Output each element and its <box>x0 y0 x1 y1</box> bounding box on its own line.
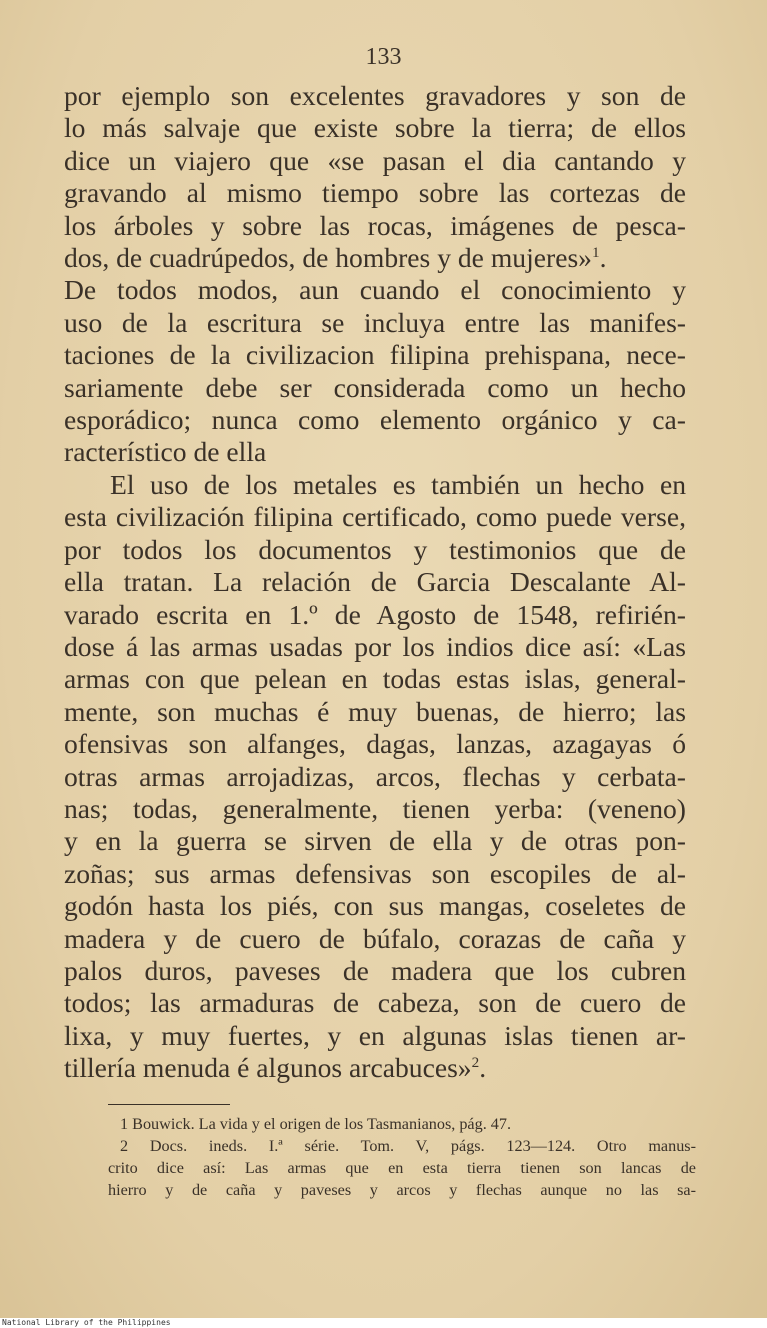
footnote-ref: 1 <box>591 243 600 261</box>
text-line: godón hasta los piés, con sus mangas, coseletes de <box>64 890 686 922</box>
text-line: palos duros, paveses de madera que los cubren <box>64 954 686 986</box>
text-line: dose á las armas usadas por los indios dice así: «Las <box>64 630 686 662</box>
library-credit: National Library of the Philippines <box>2 1318 171 1327</box>
text-line: varado escrita en 1.º de Agosto de 1548, refirién- <box>64 598 686 630</box>
text-line-content: tillería menuda é algunos arcabuces» <box>64 1052 472 1084</box>
text-line: dice un viajero que «se pasan el dia cantando y <box>64 144 686 176</box>
text-line: zoñas; sus armas defensivas son escopiles de al- <box>64 857 686 889</box>
text-line: por todos los documentos y testimonios que de <box>64 533 686 565</box>
text-line: y en la guerra se sirven de ella y de otras pon- <box>64 825 686 857</box>
text-line: sariamente debe ser considerada como un hecho <box>64 371 686 403</box>
text-line: por ejemplo son excelentes gravadores y son de <box>64 80 686 111</box>
footnote-divider <box>108 1104 230 1105</box>
text-line: otras armas arrojadizas, arcos, flechas y cerbata- <box>64 760 686 792</box>
library-footer <box>0 1318 767 1328</box>
text-line: uso de la escritura se incluya entre las manifes- <box>64 306 686 338</box>
text-line: madera y de cuero de búfalo, corazas de caña y <box>64 922 686 954</box>
text-line: tillería menuda é algunos arcabuces»$^2$. <box>64 1052 487 1084</box>
text-line: los árboles y sobre las rocas, imágenes de pesca- <box>64 209 686 241</box>
text-line: gravando al mismo tiempo sobre las cortezas de <box>64 177 686 209</box>
text-line: esporádico; nunca como elemento orgánico y ca- <box>64 404 686 436</box>
text-line: lixa, y muy fuertes, y en algunas islas tienen ar- <box>64 1019 686 1051</box>
footnote-ref: 2 <box>471 1054 480 1071</box>
text-line: El uso de los metales es también un hecho en <box>110 468 686 500</box>
footnote-line: crito dice así: Las armas que en esta tierra tienen son lancas de <box>108 1159 696 1177</box>
text-line-content: dos, de cuadrúpedos, de hombres y de mujeres» <box>64 242 592 274</box>
text-line: racterístico de ella <box>64 436 267 468</box>
text-line: nas; todas, generalmente, tienen yerba: (veneno) <box>64 792 686 824</box>
footnote-line: 2 Docs. ineds. I.ª série. Tom. V, págs. 123—124. Otro manus- <box>120 1137 696 1155</box>
page-number: 133 <box>365 44 402 70</box>
footnote-line: hierro y de caña y paveses y arcos y flechas aunque no las sa- <box>108 1181 696 1199</box>
text-line: ofensivas son alfanges, dagas, lanzas, azagayas ó <box>64 728 686 760</box>
text-line: ella tratan. La relación de Garcia Descalante Al- <box>64 566 686 598</box>
text-line: armas con que pelean en todas estas islas, general- <box>64 663 686 695</box>
body-text <box>64 80 686 1085</box>
text-line: lo más salvaje que existe sobre la tierra; de ellos <box>64 112 686 144</box>
text-line: mente, son muchas é muy buenas, de hierro; las <box>64 695 686 727</box>
text-line: esta civilización filipina certificado, como puede verse, <box>64 501 686 533</box>
text-line: taciones de la civilizacion filipina prehispana, nece- <box>64 339 686 371</box>
text-line: todos; las armaduras de cabeza, son de cuero de <box>64 987 686 1019</box>
text-line: De todos modos, aun cuando el conocimiento y <box>64 274 686 306</box>
footnote-line: 1 Bouwick. La vida y el origen de los Tasmanianos, pág. 47. <box>120 1115 512 1133</box>
text-line: dos, de cuadrúpedos, de hombres y de mujeres»$^1$. <box>64 242 607 274</box>
footnotes <box>108 1113 696 1201</box>
